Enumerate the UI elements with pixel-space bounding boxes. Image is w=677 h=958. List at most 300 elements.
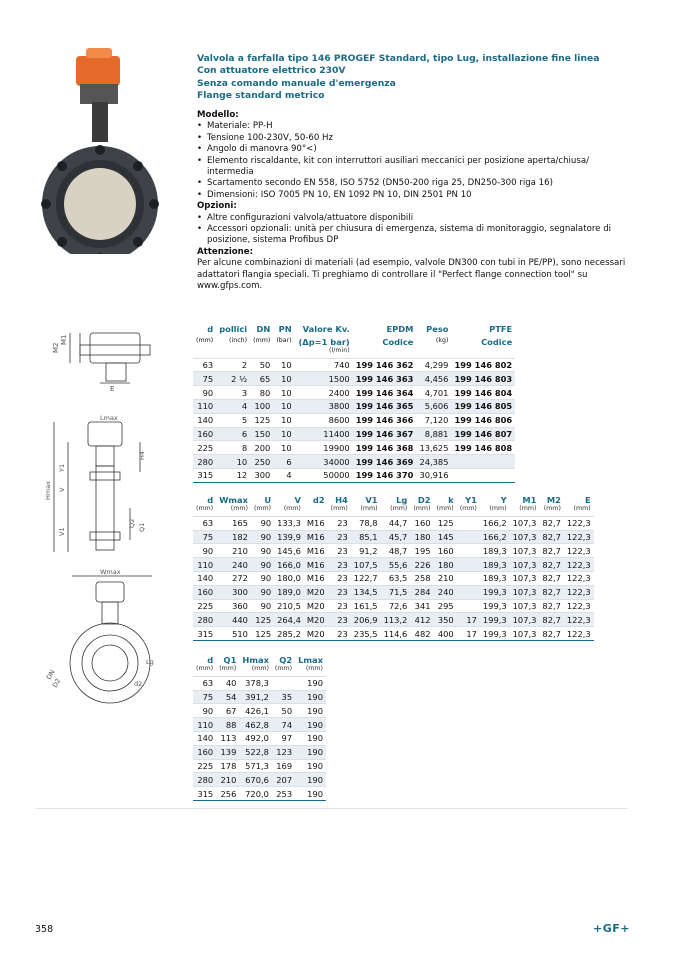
table-cell: 195 (414, 545, 431, 556)
table-cell: 510 (232, 628, 248, 639)
table-cell: 256 (220, 788, 237, 799)
table-cell: 110 (197, 559, 214, 570)
table-cell: 82,7 (542, 545, 561, 556)
col-header: H4 (335, 494, 348, 505)
table-cell: 80 (259, 387, 271, 398)
svg-text:H4: H4 (138, 450, 146, 460)
table-cell: 160 (197, 428, 214, 439)
table-cell: 122,3 (566, 600, 591, 611)
table-cell: 134,5 (353, 587, 378, 598)
modello-item: • Tensione 100-230V, 50-60 Hz (197, 133, 637, 144)
table-cell: 85,1 (359, 531, 378, 542)
table-cell: 107,5 (353, 559, 378, 570)
col-header: Q1 (223, 654, 237, 665)
table-cell: M20 (306, 587, 325, 598)
table-cell: 199,3 (482, 587, 507, 598)
modello-item: • Scartamento secondo EN 558, ISO 5752 (DN50-200 riga 25, DN250-300 riga 16) (197, 178, 637, 189)
table-cell: 300 (254, 470, 271, 481)
table-cell: 50 (281, 705, 293, 716)
svg-text:Q1: Q1 (138, 522, 146, 532)
table-cell: 122,3 (566, 628, 591, 639)
modello-section (197, 110, 637, 293)
table-cell: 10 (281, 415, 292, 426)
table-cell: 4 (241, 401, 248, 412)
svg-text:Q2: Q2 (128, 518, 136, 528)
table-cell: 400 (437, 628, 454, 639)
table-cell: 199 146 368 (355, 442, 414, 453)
table-cell: 199 146 806 (454, 415, 513, 426)
table-cell: 110 (197, 401, 214, 412)
table-cell: 180 (437, 559, 454, 570)
table-cell: 5,606 (424, 401, 449, 412)
table-cell: 35 (281, 691, 293, 702)
table-cell: 315 (197, 628, 214, 639)
table-cell: 139,9 (277, 531, 301, 542)
col-header: Wmax (219, 494, 248, 505)
units-cell: (mm) (360, 504, 378, 512)
table-row (193, 787, 326, 801)
table-cell: 190 (307, 733, 323, 744)
units-cell: (mm) (230, 504, 248, 512)
table-cell: 82,7 (542, 614, 561, 625)
col-header: d (207, 323, 214, 334)
header-row (193, 321, 515, 334)
col-header: d (207, 494, 214, 505)
table-row (193, 613, 594, 627)
table-dimensions-2 (193, 652, 326, 801)
table-cell: 12 (236, 470, 248, 481)
table-cell: 122,3 (566, 559, 591, 570)
col-header: d (207, 654, 214, 665)
side-view-drawing (40, 412, 170, 562)
table-cell: 107,3 (512, 587, 537, 598)
table-cell: 82,7 (542, 587, 561, 598)
table-cell: 440 (232, 614, 248, 625)
table-cell: 225 (197, 600, 214, 611)
table-cell: 189,3 (482, 545, 507, 556)
table-cell: 78,8 (359, 518, 378, 529)
table-cell: 199 146 804 (454, 387, 513, 398)
table-cell: 90 (260, 531, 272, 542)
table-row (193, 627, 594, 641)
col-header: Y (500, 494, 507, 505)
table-row (193, 427, 515, 441)
table-cell: 82,7 (542, 600, 561, 611)
units-cell: (mm) (196, 336, 214, 344)
table-cell: 740 (333, 359, 350, 370)
table-cell: 30,916 (419, 470, 449, 481)
opzioni-item: • Altre configurazioni valvola/attuatore disponibili (197, 213, 637, 224)
col-header: Peso (426, 323, 449, 334)
table-cell: 670,6 (245, 774, 269, 785)
table-cell: 23 (337, 545, 348, 556)
table-cell (457, 599, 480, 613)
table-cell: 75 (202, 531, 214, 542)
table-cell: 160 (197, 747, 214, 758)
col-header: Valore Kv. (302, 323, 350, 334)
table-cell: 6 (286, 456, 292, 467)
table-row (193, 441, 515, 455)
table-cell: 166,0 (277, 559, 301, 570)
table-row (193, 718, 326, 732)
table-cell: 82,7 (542, 573, 561, 584)
table-cell: 264,4 (277, 614, 301, 625)
table-cell (457, 544, 480, 558)
table-cell: 226 (414, 559, 431, 570)
table-cell: 300 (232, 587, 248, 598)
svg-text:Wmax: Wmax (100, 568, 121, 576)
table-cell: 10 (236, 456, 248, 467)
product-title (197, 53, 637, 103)
table-cell: 140 (197, 415, 214, 426)
table-cell: 165 (232, 518, 248, 529)
table-cell: 199 146 365 (355, 401, 414, 412)
table-cell: 235,5 (353, 628, 378, 639)
table-cell: 10 (281, 428, 292, 439)
actuator-base (80, 84, 118, 104)
table-cell: 150 (254, 428, 271, 439)
table-cell: 40 (225, 678, 237, 689)
table-cell: 23 (337, 531, 348, 542)
table-cell: 412 (414, 614, 431, 625)
col-header: Lg (396, 494, 408, 505)
title-line: Valvola a farfalla tipo 146 PROGEF Standard, tipo Lug, installazione fine linea (197, 53, 600, 64)
units-cell: (mm) (519, 504, 537, 512)
units-cell: (mm) (219, 664, 237, 672)
table-cell (451, 468, 515, 482)
table-cell: 190 (307, 719, 323, 730)
table-cell: 199 146 370 (355, 470, 414, 481)
table-row (193, 544, 594, 558)
table-cell: 123 (276, 747, 293, 758)
table-cell: 160 (437, 545, 454, 556)
table-cell: 133,3 (277, 518, 301, 529)
table-cell: 55,6 (388, 559, 408, 570)
table-cell (457, 530, 480, 544)
table-cell: 34000 (323, 456, 350, 467)
svg-text:Lmax: Lmax (100, 414, 118, 422)
table-row (193, 773, 326, 787)
table-cell: 295 (437, 600, 454, 611)
table-cell: 180 (414, 531, 431, 542)
table-cell: 45,7 (388, 531, 408, 542)
table-row (193, 690, 326, 704)
table-cell: 140 (197, 573, 214, 584)
footer-divider (35, 808, 628, 809)
table-cell: 4,299 (424, 359, 449, 370)
modello-heading: Modello: (197, 110, 239, 120)
gf-logo: +GF+ (593, 922, 630, 935)
col-header: PTFE (489, 323, 513, 334)
table-cell: 122,3 (566, 587, 591, 598)
table-cell: 71,5 (388, 587, 408, 598)
table-cell: 125 (255, 628, 272, 639)
table-cell: 250 (254, 456, 271, 467)
table-cell: 189,3 (482, 573, 507, 584)
units-cell: (inch) (229, 336, 248, 344)
table-cell: 90 (260, 518, 272, 529)
col-header: Lmax (298, 654, 323, 665)
table-cell: 199,3 (482, 600, 507, 611)
table-row (193, 759, 326, 773)
title-line: Flange standard metrico (197, 90, 325, 102)
col-header: k (448, 494, 454, 505)
table-cell: 571,3 (245, 760, 269, 771)
product-photo (36, 44, 186, 254)
actuator-bracket (92, 102, 108, 142)
units-cell: (mm) (573, 504, 591, 512)
table-cell: 114,6 (383, 628, 408, 639)
table-row (193, 599, 594, 613)
table-cell: 210,5 (277, 600, 301, 611)
table-cell (457, 558, 480, 572)
table-cell: 13,625 (419, 442, 449, 453)
table-cell: M16 (306, 531, 325, 542)
table-cell: 139 (220, 747, 237, 758)
top-view-drawing (50, 323, 170, 393)
units-cell: (mm) (253, 504, 272, 512)
table-cell: M16 (306, 545, 325, 556)
col-header: M1 (522, 494, 537, 505)
col-header: E (585, 494, 591, 505)
units-cell: (mm) (330, 504, 348, 512)
table-cell: 315 (197, 788, 214, 799)
table-cell: 1500 (328, 373, 350, 384)
svg-text:Y1: Y1 (58, 463, 66, 472)
col-header: V (294, 494, 301, 505)
table-cell: 122,3 (566, 531, 591, 542)
title-line: Senza comando manuale d'emergenza (197, 77, 396, 89)
table-cell: 50000 (323, 470, 350, 481)
table-cell: 341 (414, 600, 431, 611)
table-cell: 90 (260, 559, 272, 570)
table-cell: 160 (414, 518, 431, 529)
col-header: V1 (365, 494, 378, 505)
table-cell: 199 146 803 (454, 373, 513, 384)
col-header: PN (278, 323, 292, 334)
opzioni-heading: Opzioni: (197, 201, 237, 212)
table-cell: 190 (307, 774, 323, 785)
table-cell: 189,0 (277, 587, 301, 598)
units-cell: (mm) (543, 504, 561, 512)
table-row (193, 530, 594, 544)
table-cell: 90 (202, 545, 214, 556)
table-cell: 10 (281, 373, 292, 384)
table-cell: 199 146 369 (355, 456, 414, 467)
table-cell: 280 (197, 456, 214, 467)
table-cell: 189,3 (482, 559, 507, 570)
table-cell: 145,6 (277, 545, 301, 556)
table-cell: 113,2 (383, 614, 408, 625)
table-cell: 54 (225, 691, 237, 702)
table-cell: 23 (337, 614, 348, 625)
table-cell: 11400 (323, 428, 350, 439)
table-cell: 90 (260, 587, 272, 598)
header-row-2 (193, 334, 515, 347)
units-cell: (kg) (435, 336, 449, 344)
svg-text:E: E (110, 385, 115, 393)
table-cell: 48,7 (388, 545, 408, 556)
table-cell: 199 146 364 (355, 387, 414, 398)
table-cell: 122,3 (566, 545, 591, 556)
table-cell: 10 (281, 401, 292, 412)
table-cell: 10 (281, 442, 292, 453)
table-cell: 107,3 (512, 600, 537, 611)
table-cell: 199 146 805 (454, 401, 513, 412)
actuator-body (76, 56, 120, 86)
table-cell: 199 146 363 (355, 373, 414, 384)
table-cell: 107,3 (512, 559, 537, 570)
col-header: Codice (481, 336, 513, 347)
units-cell: (bar) (276, 336, 292, 344)
units-cell: (mm) (274, 664, 293, 672)
table-row (193, 386, 515, 400)
table-cell: 522,8 (245, 747, 269, 758)
table-cell (457, 516, 480, 530)
table-row (193, 372, 515, 386)
table-row (193, 516, 594, 530)
table-cell: 63 (202, 518, 214, 529)
table-cell: 272 (232, 573, 248, 584)
table-cell: 350 (437, 614, 454, 625)
table-cell: 24,385 (419, 456, 449, 467)
attenzione-heading: Attenzione: (197, 246, 254, 257)
table-cell: 10 (281, 359, 292, 370)
units-cell (304, 505, 328, 517)
table-cell: 23 (337, 559, 348, 570)
units-cell: (mm) (489, 504, 507, 512)
table-cell: 145 (437, 531, 454, 542)
table-cell: 17 (466, 614, 477, 625)
table-cell: 199 146 367 (355, 428, 414, 439)
table-row (193, 468, 515, 482)
opzioni-item: • Accessori opzionali: unità per chiusura di emergenza, sistema di monitoraggio, segnalatore di posizione, sistema Profibus DP (197, 224, 637, 247)
table-cell: 50 (259, 359, 271, 370)
table-cell: 166,2 (482, 518, 507, 529)
header-row (193, 652, 326, 665)
col-header: D2 (417, 494, 431, 505)
table-cell: 2 (241, 359, 248, 370)
col-header: Q2 (279, 654, 293, 665)
units-row (193, 347, 515, 359)
table-cell: M16 (306, 518, 325, 529)
table-cell: 107,3 (512, 614, 537, 625)
table-cell: 122,3 (566, 614, 591, 625)
table-cell: 82,7 (542, 531, 561, 542)
table-cell: 7,120 (424, 415, 449, 426)
table-cell: 23 (337, 518, 348, 529)
table-cell: 110 (197, 719, 214, 730)
front-view-drawing (42, 568, 172, 708)
table-cell: 225 (197, 760, 214, 771)
svg-text:M2: M2 (52, 342, 60, 353)
col-header: U (264, 494, 272, 505)
table-cell: 8 (241, 442, 248, 453)
table-cell: 206,9 (353, 614, 378, 625)
table-cell: M20 (306, 614, 325, 625)
table-cell: 5 (241, 415, 248, 426)
table-cell: 4,456 (424, 373, 449, 384)
table-cell (457, 585, 480, 599)
modello-item: • Elemento riscaldante, kit con interruttori ausiliari meccanici per posizione aperta/chiusa/ intermedia (197, 156, 637, 179)
table-cell: 82,7 (542, 559, 561, 570)
table-cell: 63,5 (388, 573, 408, 584)
table-cell: 90 (260, 573, 272, 584)
table-cell: 161,5 (353, 600, 378, 611)
table-cell: 107,3 (512, 573, 537, 584)
table-cell: 166,2 (482, 531, 507, 542)
actuator-top (86, 48, 112, 58)
units-cell: (mm) (253, 336, 271, 344)
table-cell: 178 (220, 760, 237, 771)
table-cell: 23 (337, 600, 348, 611)
valve-disc (64, 168, 136, 240)
table-cell: 182 (232, 531, 248, 542)
table-cell: 74 (281, 719, 293, 730)
units-cell: (mm) (413, 504, 431, 512)
col-header: pollici (219, 323, 248, 334)
svg-text:D2: D2 (50, 677, 63, 689)
table-cell: M16 (306, 573, 325, 584)
table-cell: 113 (220, 733, 237, 744)
table-cell: 107,3 (512, 518, 537, 529)
table-cell: 44,7 (388, 518, 408, 529)
title-line: Con attuatore elettrico 230V (197, 65, 346, 77)
svg-text:d2: d2 (134, 680, 143, 688)
table-cell: M20 (306, 628, 325, 639)
table-cell: 240 (437, 587, 454, 598)
col-header: EPDM (386, 323, 414, 334)
svg-text:Lg: Lg (146, 658, 154, 666)
table-cell: 190 (307, 760, 323, 771)
table-cell: 125 (254, 415, 271, 426)
table-cell: 482 (414, 628, 431, 639)
table-cell: 8600 (328, 415, 350, 426)
units-cell: (mm) (390, 504, 408, 512)
table-cell: 199 146 366 (355, 415, 414, 426)
table-cell: 190 (307, 678, 323, 689)
units-cell: (mm) (283, 504, 301, 512)
table-cell: 190 (307, 705, 323, 716)
col-header: (Δp=1 bar) (298, 336, 350, 347)
table-cell: 107,3 (512, 545, 537, 556)
table-cell: 100 (254, 401, 271, 412)
table-cell: 23 (337, 587, 348, 598)
table-cell: 258 (414, 573, 431, 584)
table-cell: 122,3 (566, 573, 591, 584)
table-cell: 90 (202, 387, 214, 398)
table-cell: 6 (241, 428, 248, 439)
svg-text:DN: DN (44, 668, 57, 681)
table-cell: 169 (276, 760, 293, 771)
table-cell: 67 (225, 705, 237, 716)
modello-item: • Materiale: PP-H (197, 121, 637, 132)
table-cell: 285,2 (277, 628, 301, 639)
table-cell: 23 (337, 573, 348, 584)
table-cell: 720,0 (245, 788, 269, 799)
svg-text:V1: V1 (58, 527, 66, 536)
table-cell: 122,3 (566, 518, 591, 529)
table-cell: 378,3 (245, 678, 269, 689)
table-cell: 122,7 (353, 573, 378, 584)
table-cell: 462,8 (245, 719, 269, 730)
table-cell: 72,6 (388, 600, 408, 611)
table-cell: 199,3 (482, 614, 507, 625)
table-cell: 19900 (323, 442, 350, 453)
header-row (193, 492, 594, 505)
table-cell: 140 (197, 733, 214, 744)
table-row (193, 585, 594, 599)
